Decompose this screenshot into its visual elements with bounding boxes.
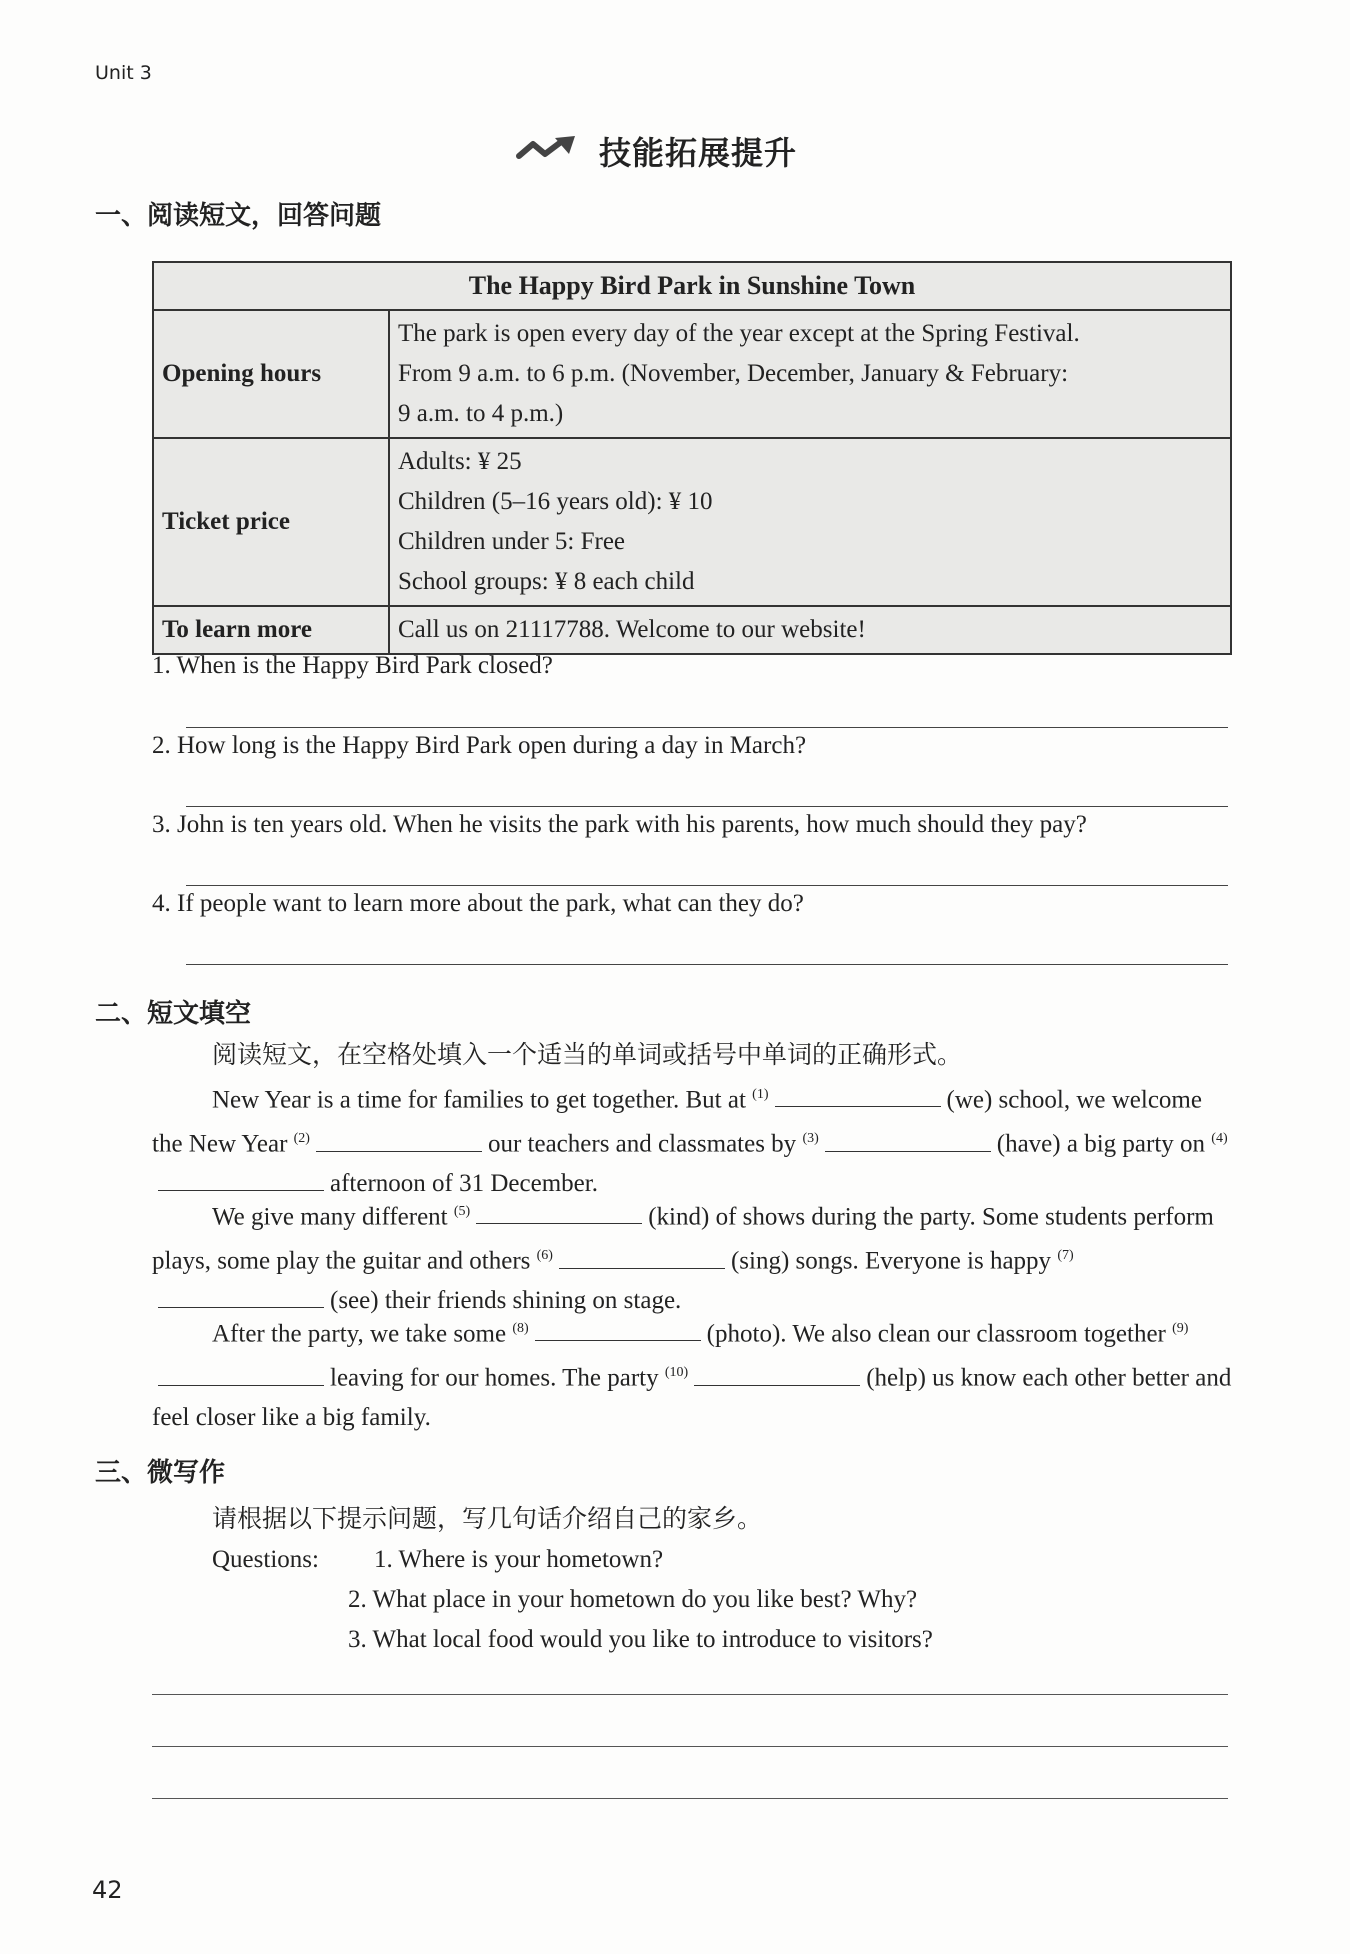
table-row-label: To learn more [153,606,389,654]
section-title [515,128,797,174]
answer-line[interactable] [186,806,1228,807]
cell-line: The park is open every day of the year except at the Spring Festival. [398,320,1080,347]
writing-instruction: 请根据以下提示问题，写几句话介绍自己的家乡。 [212,1506,763,1533]
cloze-paragraph-1: New Year is a time for families to get together. But at $^{(1)}$ (we) school, we welcome the New Year $^{(2)}$ our teachers and classmates by $^{(3)}$ (have) a big party on $^{(4)}$afternoon of 31 December. [152,1075,1232,1203]
writing-line[interactable] [152,1798,1228,1799]
cell-line: From 9 a.m. to 6 p.m. (November, December, January & February: [398,360,1069,387]
blank-9[interactable] [158,1361,324,1386]
question-2: 2. How long is the Happy Bird Park open during a day in March? [152,732,807,759]
answer-line[interactable] [186,885,1228,886]
writing-line[interactable] [152,1694,1228,1695]
cloze-paragraph-3: After the party, we take some $^{(8)}$ (photo). We also clean our classroom together $^{(9)}$leaving for our homes. The party $^{(10)}$ (help) us know each other better and feel closer like a big family. [152,1309,1232,1437]
section1-heading: 一、阅读短文，回答问题 [95,201,382,231]
cell-line: Children (5–16 years old): ¥ 10 [398,488,713,515]
cell-line: Call us on 21117788. Welcome to our website! [398,616,866,643]
blank-10[interactable] [694,1361,860,1386]
writing-line[interactable] [152,1746,1228,1747]
blank-1[interactable] [775,1082,941,1107]
blank-3[interactable] [825,1127,991,1152]
section3-heading: 三、微写作 [95,1458,226,1488]
question-3: 3. John is ten years old. When he visits the park with his parents, how much should they pay? [152,811,1087,838]
cell-line: School groups: ¥ 8 each child [398,568,695,595]
questions-label: Questions: [212,1546,319,1573]
table-cell [389,438,1231,606]
cell-line: Adults: ¥ 25 [398,448,522,475]
blank-8[interactable] [535,1316,701,1341]
section2-heading: 二、短文填空 [95,999,252,1029]
table-row-label: Opening hours [153,310,389,438]
blank-5[interactable] [476,1199,642,1224]
blank-4[interactable] [158,1166,324,1191]
writing-question: 2. What place in your hometown do you like best? Why? [348,1586,918,1613]
question-1: 1. When is the Happy Bird Park closed? [152,652,553,679]
trend-arrow-icon [515,134,583,168]
blank-6[interactable] [559,1244,725,1269]
blank-7[interactable] [158,1283,324,1308]
table-caption: The Happy Bird Park in Sunshine Town [153,262,1231,310]
question-4: 4. If people want to learn more about the park, what can they do? [152,890,804,917]
unit-label: Unit 3 [95,62,152,84]
page-number: 42 [92,1876,123,1904]
cloze-paragraph-2: We give many different $^{(5)}$ (kind) of shows during the party. Some students perform plays, some play the guitar and others $^{(6)}$ (sing) songs. Everyone is happy $^{(7)}$(see) their friends shining on stage. [152,1192,1232,1320]
table-cell [389,606,1231,654]
info-table [152,261,1232,655]
writing-question: 3. What local food would you like to introduce to visitors? [348,1626,933,1653]
answer-line[interactable] [186,727,1228,728]
blank-2[interactable] [316,1127,482,1152]
answer-line[interactable] [186,964,1228,965]
cell-line: Children under 5: Free [398,528,626,555]
table-cell [389,310,1231,438]
page-title: 技能拓展提升 [599,134,798,172]
writing-question: 1. Where is your hometown? [374,1546,664,1573]
table-row-label: Ticket price [153,438,389,606]
cell-line: 9 a.m. to 4 p.m.) [398,400,564,427]
instruction-text: 阅读短文，在空格处填入一个适当的单词或括号中单词的正确形式。 [212,1042,963,1069]
